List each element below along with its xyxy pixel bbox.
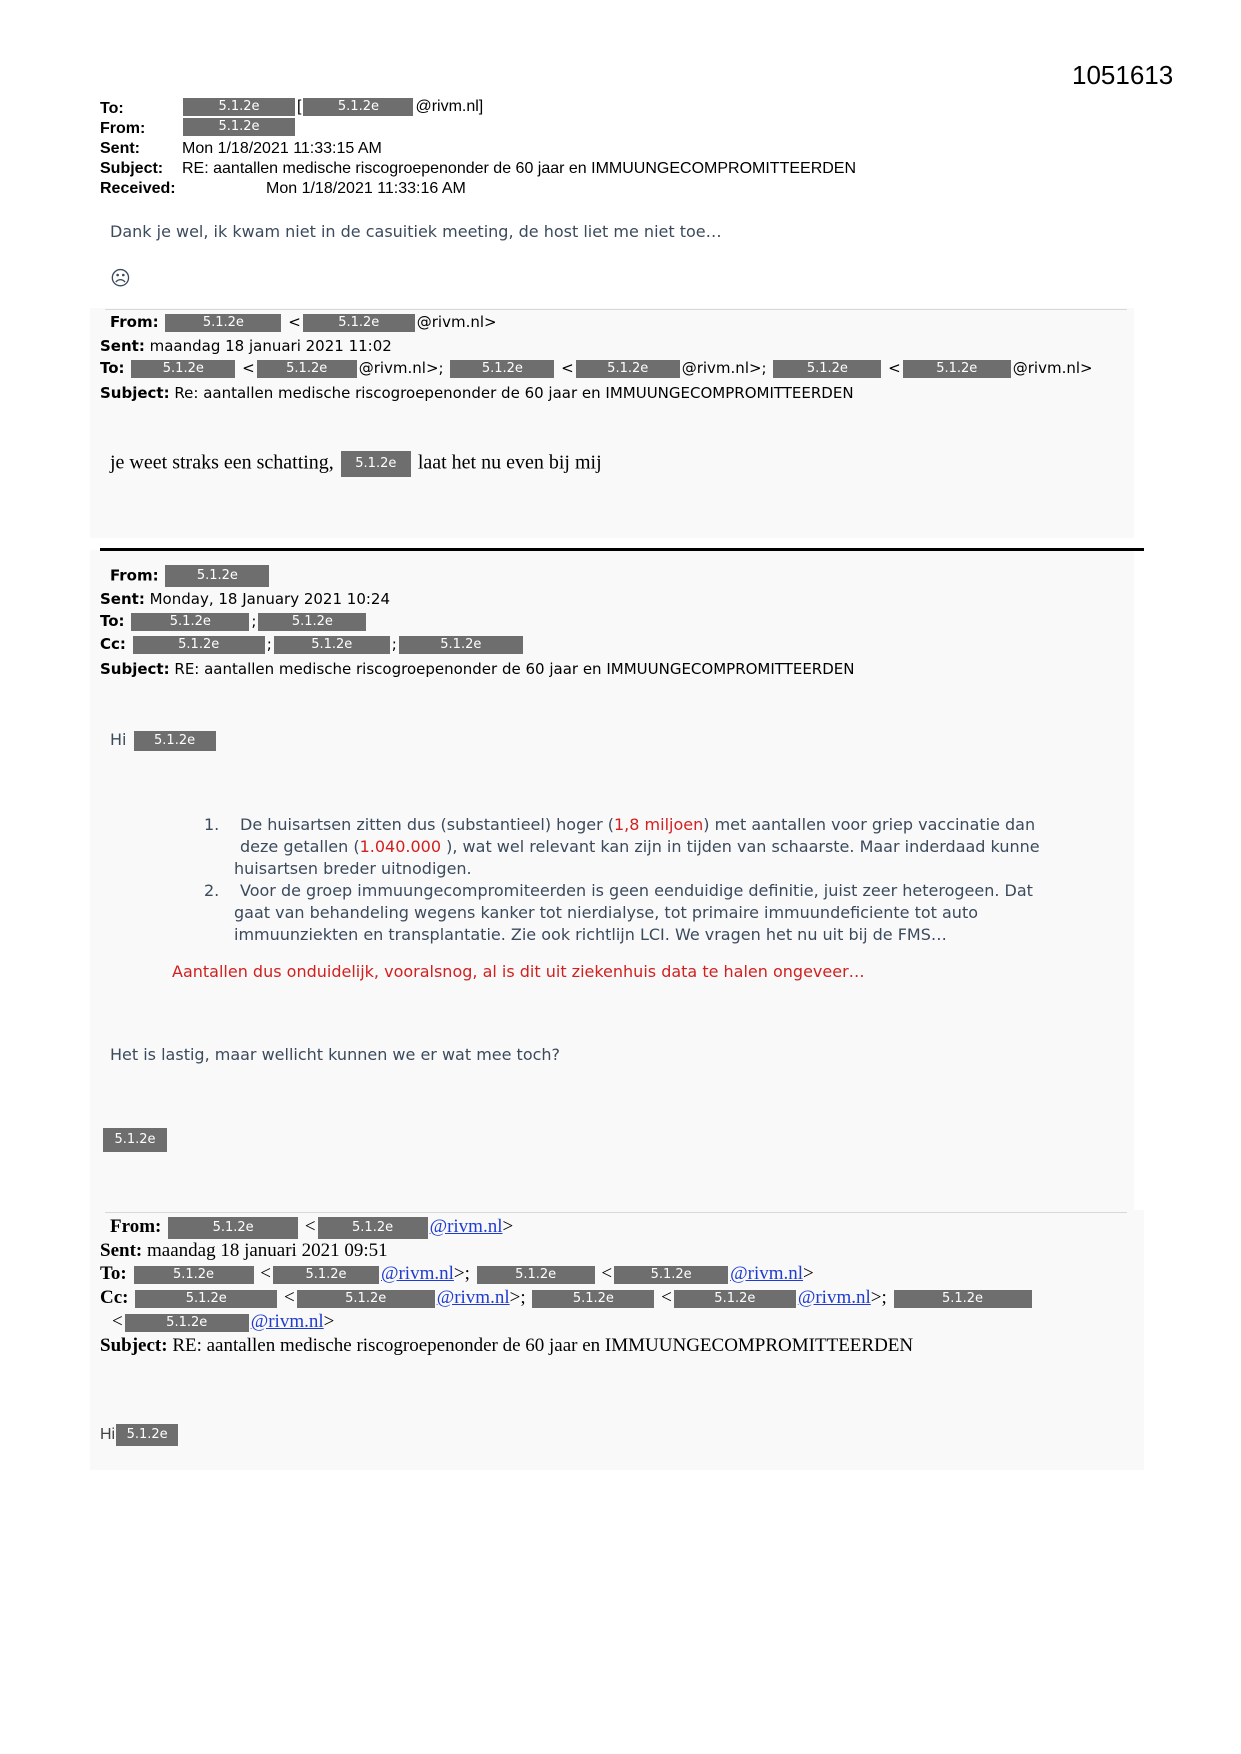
- email3-greeting: [110, 730, 218, 751]
- email3-closing: Het is lastig, maar wellicht kunnen we er wat mee toch?: [110, 1045, 561, 1064]
- to-address-suffix: @rivm.nl>;: [358, 359, 444, 377]
- email4-greeting: [100, 1424, 180, 1446]
- list-item-1-line-1: [240, 815, 1035, 834]
- email4-subject-line: [100, 1335, 913, 1357]
- to-line: [181, 98, 483, 116]
- subject-label: Subject:: [100, 160, 164, 177]
- to-label: To:: [100, 359, 125, 377]
- body-text: je weet straks een schatting,: [110, 451, 334, 474]
- received-label: Received:: [100, 180, 176, 197]
- subject-value: RE: aantallen medische riscogroepenonder de 60 jaar en IMMUUNGECOMPROMITTEERDEN: [182, 160, 857, 177]
- from-label: From:: [110, 1216, 162, 1237]
- email3-subject-line: [100, 660, 854, 678]
- lt-symbol: <: [601, 1263, 613, 1284]
- redaction: 5.1.2e: [131, 613, 249, 631]
- email-link[interactable]: @rivm.nl: [730, 1263, 804, 1284]
- lt-symbol: <: [112, 1311, 123, 1332]
- email2-from-line: [110, 313, 497, 332]
- email-link[interactable]: @rivm.nl: [429, 1216, 503, 1237]
- email2-subject-line: [100, 384, 854, 402]
- redaction: 5.1.2e: [903, 360, 1011, 378]
- list-number: 2.: [204, 881, 220, 900]
- email-link[interactable]: @rivm.nl: [797, 1287, 871, 1308]
- redaction: 5.1.2e: [183, 98, 295, 116]
- document-number: 1051613: [1072, 60, 1174, 90]
- to-label: To:: [100, 612, 125, 630]
- redaction: 5.1.2e: [258, 613, 366, 631]
- subject-value: RE: aantallen medische riscogroepenonder de 60 jaar en IMMUUNGECOMPROMITTEERDEN: [172, 1335, 914, 1356]
- redaction: 5.1.2e: [773, 360, 881, 378]
- list-number: 1.: [204, 815, 220, 834]
- from-label: From:: [110, 566, 159, 585]
- email3-sent-line: [100, 590, 390, 608]
- redaction: 5.1.2e: [134, 731, 216, 751]
- sent-label: Sent:: [100, 140, 140, 157]
- separator: [105, 1212, 1127, 1213]
- email3-red-note: Aantallen dus onduidelijk, vooralsnog, al is dit uit ziekenhuis data te halen ongeveer…: [172, 962, 865, 981]
- separator: [105, 309, 1127, 310]
- greeting-text: Hi: [100, 1426, 116, 1444]
- semicolon: ;: [251, 612, 257, 630]
- semicolon: ;: [391, 635, 397, 653]
- email3-from-line: [110, 565, 271, 587]
- email4-from-line: [110, 1216, 513, 1239]
- email2-sent-line: [100, 337, 392, 355]
- to-address-suffix: @rivm.nl>;: [681, 359, 767, 377]
- cc-label: Cc:: [100, 635, 126, 653]
- from-address-suffix: @rivm.nl>: [416, 313, 497, 331]
- redaction: 5.1.2e: [303, 98, 413, 116]
- redaction: 5.1.2e: [168, 1217, 298, 1239]
- redaction: 5.1.2e: [274, 636, 390, 654]
- body-text: laat het nu even bij mij: [417, 451, 602, 474]
- subject-label: Subject:: [100, 660, 170, 678]
- gt-symbol: >;: [870, 1287, 887, 1308]
- from-label: From:: [110, 313, 159, 331]
- subject-label: Subject:: [100, 1335, 168, 1356]
- redaction: 5.1.2e: [165, 314, 281, 332]
- redaction: 5.1.2e: [257, 360, 357, 378]
- email-link[interactable]: @rivm.nl: [250, 1311, 324, 1332]
- redaction: 5.1.2e: [131, 360, 235, 378]
- gt-symbol: >: [803, 1263, 814, 1284]
- redaction: 5.1.2e: [450, 360, 554, 378]
- redaction: 5.1.2e: [318, 1217, 428, 1239]
- redaction: 5.1.2e: [297, 1290, 435, 1308]
- email4-sent-line: [100, 1240, 388, 1262]
- from-label: From:: [100, 120, 146, 137]
- email3-signature: [103, 1128, 167, 1152]
- list-item-1-line-3: huisartsen breder uitnodigen.: [234, 859, 472, 878]
- redaction: 5.1.2e: [183, 118, 295, 136]
- email2-body: [110, 451, 602, 477]
- email-link[interactable]: @rivm.nl: [380, 1263, 454, 1284]
- email4-cc-line-2: [112, 1311, 334, 1333]
- redaction: 5.1.2e: [165, 565, 269, 587]
- redaction: 5.1.2e: [135, 1290, 277, 1308]
- sad-face-icon: ☹: [110, 266, 131, 290]
- subject-value: RE: aantallen medische riscogroepenonder de 60 jaar en IMMUUNGECOMPROMITTEERDEN: [174, 660, 855, 678]
- subject-value: Re: aantallen medische riscogroepenonder de 60 jaar en IMMUUNGECOMPROMITTEERDEN: [174, 384, 854, 402]
- sent-label: Sent:: [100, 337, 145, 355]
- email3-to-line: [100, 612, 368, 631]
- email1-body: Dank je wel, ik kwam niet in de casuitiek meeting, de host liet me niet toe…: [110, 222, 722, 241]
- sent-value: maandag 18 januari 2021 11:02: [149, 337, 392, 355]
- from-line: [181, 118, 297, 136]
- gt-symbol: >;: [453, 1263, 470, 1284]
- redaction: 5.1.2e: [134, 1266, 254, 1284]
- redaction: 5.1.2e: [894, 1290, 1032, 1308]
- gt-symbol: >: [502, 1216, 514, 1237]
- received-value: Mon 1/18/2021 11:33:16 AM: [266, 180, 466, 197]
- cc-label: Cc:: [100, 1287, 129, 1308]
- gt-symbol: >: [323, 1311, 335, 1332]
- redaction: 5.1.2e: [303, 314, 415, 332]
- sent-value: Mon 1/18/2021 11:33:15 AM: [182, 140, 382, 157]
- to-label: To:: [100, 1263, 127, 1284]
- redaction: 5.1.2e: [125, 1314, 249, 1332]
- sent-value: Monday, 18 January 2021 10:24: [149, 590, 391, 608]
- text: ), wat wel relevant kan zijn in tijden van schaarste. Maar inderdaad kunne: [441, 837, 1040, 856]
- lt-symbol: <: [304, 1216, 316, 1237]
- text: De huisartsen zitten dus (substantieel) hoger (: [240, 815, 614, 834]
- list-item-1-line-2: [240, 837, 1040, 856]
- redaction: 5.1.2e: [674, 1290, 796, 1308]
- to-label: To:: [100, 100, 124, 117]
- email2-to-line: [100, 359, 1093, 378]
- lt-symbol: <: [288, 313, 301, 331]
- text: deze getallen (: [240, 837, 360, 856]
- to-address-suffix: @rivm.nl]: [415, 98, 484, 116]
- list-item-2-line-2: gaat van behandeling wegens kanker tot nierdialyse, tot primaire immuundeficiente tot auto: [234, 903, 978, 922]
- list-item-2-line-3: immuunziekten en transplantatie. Zie ook richtlijn LCI. We vragen het nu uit bij de FMS…: [234, 925, 947, 944]
- email4-cc-line: [100, 1287, 1034, 1309]
- lt-symbol: <: [661, 1287, 672, 1308]
- redaction: 5.1.2e: [133, 636, 265, 654]
- sent-value: maandag 18 januari 2021 09:51: [146, 1240, 388, 1261]
- redaction: 5.1.2e: [103, 1128, 167, 1152]
- subject-label: Subject:: [100, 384, 170, 402]
- email-link[interactable]: @rivm.nl: [436, 1287, 510, 1308]
- email3-cc-line: [100, 635, 525, 654]
- sent-label: Sent:: [100, 1240, 143, 1261]
- redaction: 5.1.2e: [614, 1266, 728, 1284]
- redaction: 5.1.2e: [576, 360, 680, 378]
- redaction: 5.1.2e: [273, 1266, 379, 1284]
- bracket: [: [297, 98, 302, 116]
- redaction: 5.1.2e: [399, 636, 523, 654]
- text: ) met aantallen voor griep vaccinatie dan: [703, 815, 1036, 834]
- lt-symbol: <: [283, 1287, 295, 1308]
- separator: [100, 548, 1144, 551]
- lt-symbol: <: [888, 359, 901, 377]
- email4-to-line: [100, 1263, 814, 1285]
- highlight-number: 1.040.000: [359, 837, 442, 856]
- list-item-2-line-1: Voor de groep immuungecompromiteerden is geen eenduidige definitie, juist zeer heterogeen. Dat: [240, 881, 1033, 900]
- redaction: 5.1.2e: [116, 1424, 178, 1446]
- to-address-suffix: @rivm.nl>: [1012, 359, 1093, 377]
- semicolon: ;: [266, 635, 272, 653]
- redaction: 5.1.2e: [477, 1266, 595, 1284]
- highlight-number: 1,8 miljoen: [614, 815, 704, 834]
- lt-symbol: <: [260, 1263, 271, 1284]
- greeting-text: Hi: [110, 730, 127, 749]
- redaction: 5.1.2e: [532, 1290, 654, 1308]
- lt-symbol: <: [561, 359, 574, 377]
- redaction: 5.1.2e: [341, 451, 411, 477]
- sent-label: Sent:: [100, 590, 145, 608]
- gt-symbol: >;: [509, 1287, 526, 1308]
- lt-symbol: <: [242, 359, 255, 377]
